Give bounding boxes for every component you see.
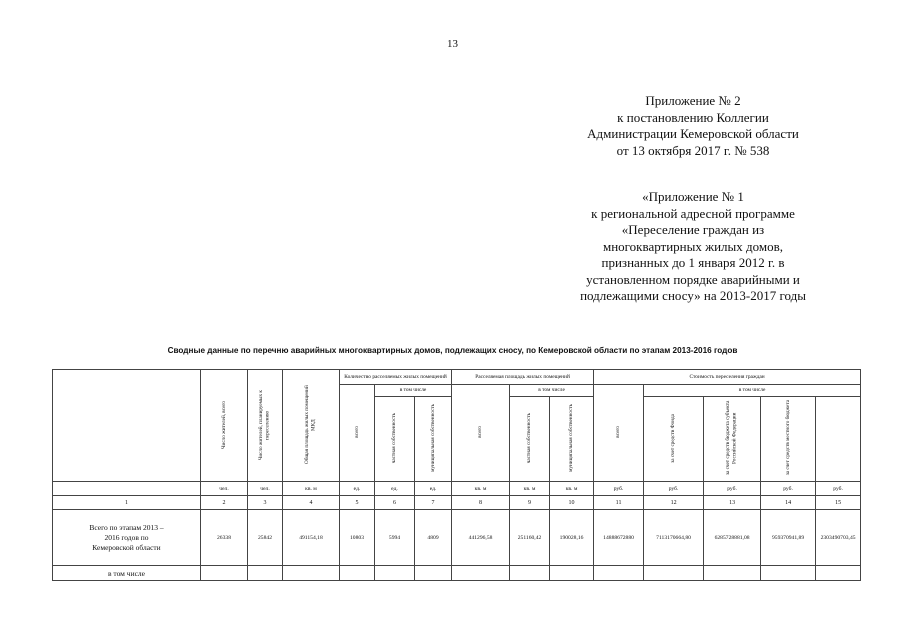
appendix-1-line: признанных до 1 января 2012 г. в [601,255,785,270]
header-area-private-text: частная собственность [526,412,533,464]
col-number: 4 [283,496,340,510]
header-area-municipal-text: муниципальная собственность [568,404,575,472]
summary-table [52,369,861,581]
appendix-1-line: «Переселение граждан из [621,222,765,237]
header-col3 [248,370,283,482]
col-number: 12 [644,496,704,510]
header-col2 [201,370,248,482]
col-number: 1 [53,496,201,510]
units-cell-empty [53,482,201,496]
header-group-area: Расселяемая площадь жилых помещений [452,370,594,385]
col-number: 10 [550,496,594,510]
header-area-total [452,385,510,482]
header-cost-local [761,397,816,482]
page-number: 13 [447,38,458,50]
header-rooms-municipal [415,397,452,482]
header-area-private [510,397,550,482]
col-number: 6 [375,496,415,510]
header-cost-fund [644,397,704,482]
table-cell: 251160,42 [510,510,550,566]
header-cost-total-text: всего [615,426,622,438]
appendix-2-line: от 13 октября 2017 г. № 538 [616,142,770,158]
col-number: 15 [816,496,861,510]
header-rooms-total-text: всего [353,426,360,438]
unit-cell: кв. м [452,482,510,496]
table-cell [761,566,816,581]
table-cell [550,566,594,581]
unit-cell: руб. [644,482,704,496]
table-cell [340,566,375,581]
header-group-rooms: Количество расселяемых жилых помещений [340,370,452,385]
table-cell [510,566,550,581]
table-cell: 7113170664,80 [644,510,704,566]
header-cell-empty [53,370,201,482]
col-number: 14 [761,496,816,510]
header-cost-incl: в том числе [644,385,861,397]
table-cell [201,566,248,581]
header-area-incl: в том числе [510,385,594,397]
unit-cell: ед. [340,482,375,496]
column-number-row [53,496,861,510]
appendix-1-line: «Приложение № 1 [642,189,744,204]
table-row [53,510,861,566]
table-cell: 6285728881,08 [704,510,761,566]
table-cell [248,566,283,581]
total-label-line: Кемеровской области [92,542,161,552]
table-cell: 25842 [248,510,283,566]
header-group-cost: Стоимость переселения граждан [594,370,861,385]
appendix-1-header [543,189,843,305]
col-number: 11 [594,496,644,510]
unit-cell: ед. [415,482,452,496]
table-cell [594,566,644,581]
header-cost-fund-text: за счет средств Фонда [670,413,677,463]
unit-cell: руб. [761,482,816,496]
unit-cell: чел. [201,482,248,496]
header-col4-text: Общая площадь жилых помещений МКД [304,385,317,464]
header-area-municipal [550,397,594,482]
unit-cell: кв. м [550,482,594,496]
unit-cell: кв. м [510,482,550,496]
appendix-2-header [543,93,843,159]
table-cell: 2303490703,45 [816,510,861,566]
header-col2-text: Число жителей, всего [220,400,227,449]
unit-cell: ед. [375,482,415,496]
table-cell: 959370941,89 [761,510,816,566]
header-row [53,370,861,385]
header-col3-text: Число жителей, планируемых к переселению [258,389,271,460]
table-cell [816,566,861,581]
appendix-1-line: к региональной адресной программе [591,205,795,221]
unit-cell: чел. [248,482,283,496]
header-col4 [283,370,340,482]
col-number: 2 [201,496,248,510]
table-cell: 5994 [375,510,415,566]
header-rooms-private [375,397,415,482]
table-cell: 26338 [201,510,248,566]
table-cell: 14888672880 [594,510,644,566]
table-cell: 491154,18 [283,510,340,566]
units-row [53,482,861,496]
appendix-2-line: Администрации Кемеровской области [587,126,799,141]
appendix-1-line: многоквартирных жилых домов, [602,238,784,254]
total-row-label [53,510,201,566]
table-cell: 441296,58 [452,510,510,566]
header-cost-total [594,385,644,482]
unit-cell: руб. [816,482,861,496]
table-cell [375,566,415,581]
header-rooms-municipal-text: муниципальная собственность [429,404,436,472]
appendix-2-line: Приложение № 2 [645,93,741,108]
header-cost-local-text: за счет средств местного бюджета [784,400,791,476]
table-cell [415,566,452,581]
appendix-1-line: подлежащими сносу» на 2013-2017 годы [580,288,806,303]
table-cell: 190028,16 [550,510,594,566]
header-rooms-incl: в том числе [375,385,452,397]
header-rooms-total [340,385,375,482]
col-number: 13 [704,496,761,510]
table-cell [452,566,510,581]
unit-cell: кв. м [283,482,340,496]
col-number: 9 [510,496,550,510]
total-label-line: 2016 годов по [104,532,149,542]
table-row [53,566,861,581]
col-number: 7 [415,496,452,510]
appendix-1-line: установленном порядке аварийными и [586,271,800,287]
table-title: Сводные данные по перечню аварийных многоквартирных домов, подлежащих сносу, по Кемеровской области по этапам 2013-2016 годов [167,346,738,355]
table-cell [283,566,340,581]
unit-cell: руб. [594,482,644,496]
including-label: в том числе [53,566,201,581]
header-cost-federal-text: за счет средств бюджета субъекта Российской Федерации [725,400,739,476]
header-area-total-text: всего [477,426,484,438]
appendix-2-line: к постановлению Коллегии [617,109,769,125]
table-cell: 10803 [340,510,375,566]
header-cost-federal [704,397,761,482]
unit-cell: руб. [704,482,761,496]
header-rooms-private-text: частная собственность [391,412,398,464]
col-number: 5 [340,496,375,510]
table-cell: 4809 [415,510,452,566]
table-cell [644,566,704,581]
col-number: 3 [248,496,283,510]
total-label-line: Всего по этапам 2013 – [89,522,164,532]
col-number: 8 [452,496,510,510]
table-cell [704,566,761,581]
